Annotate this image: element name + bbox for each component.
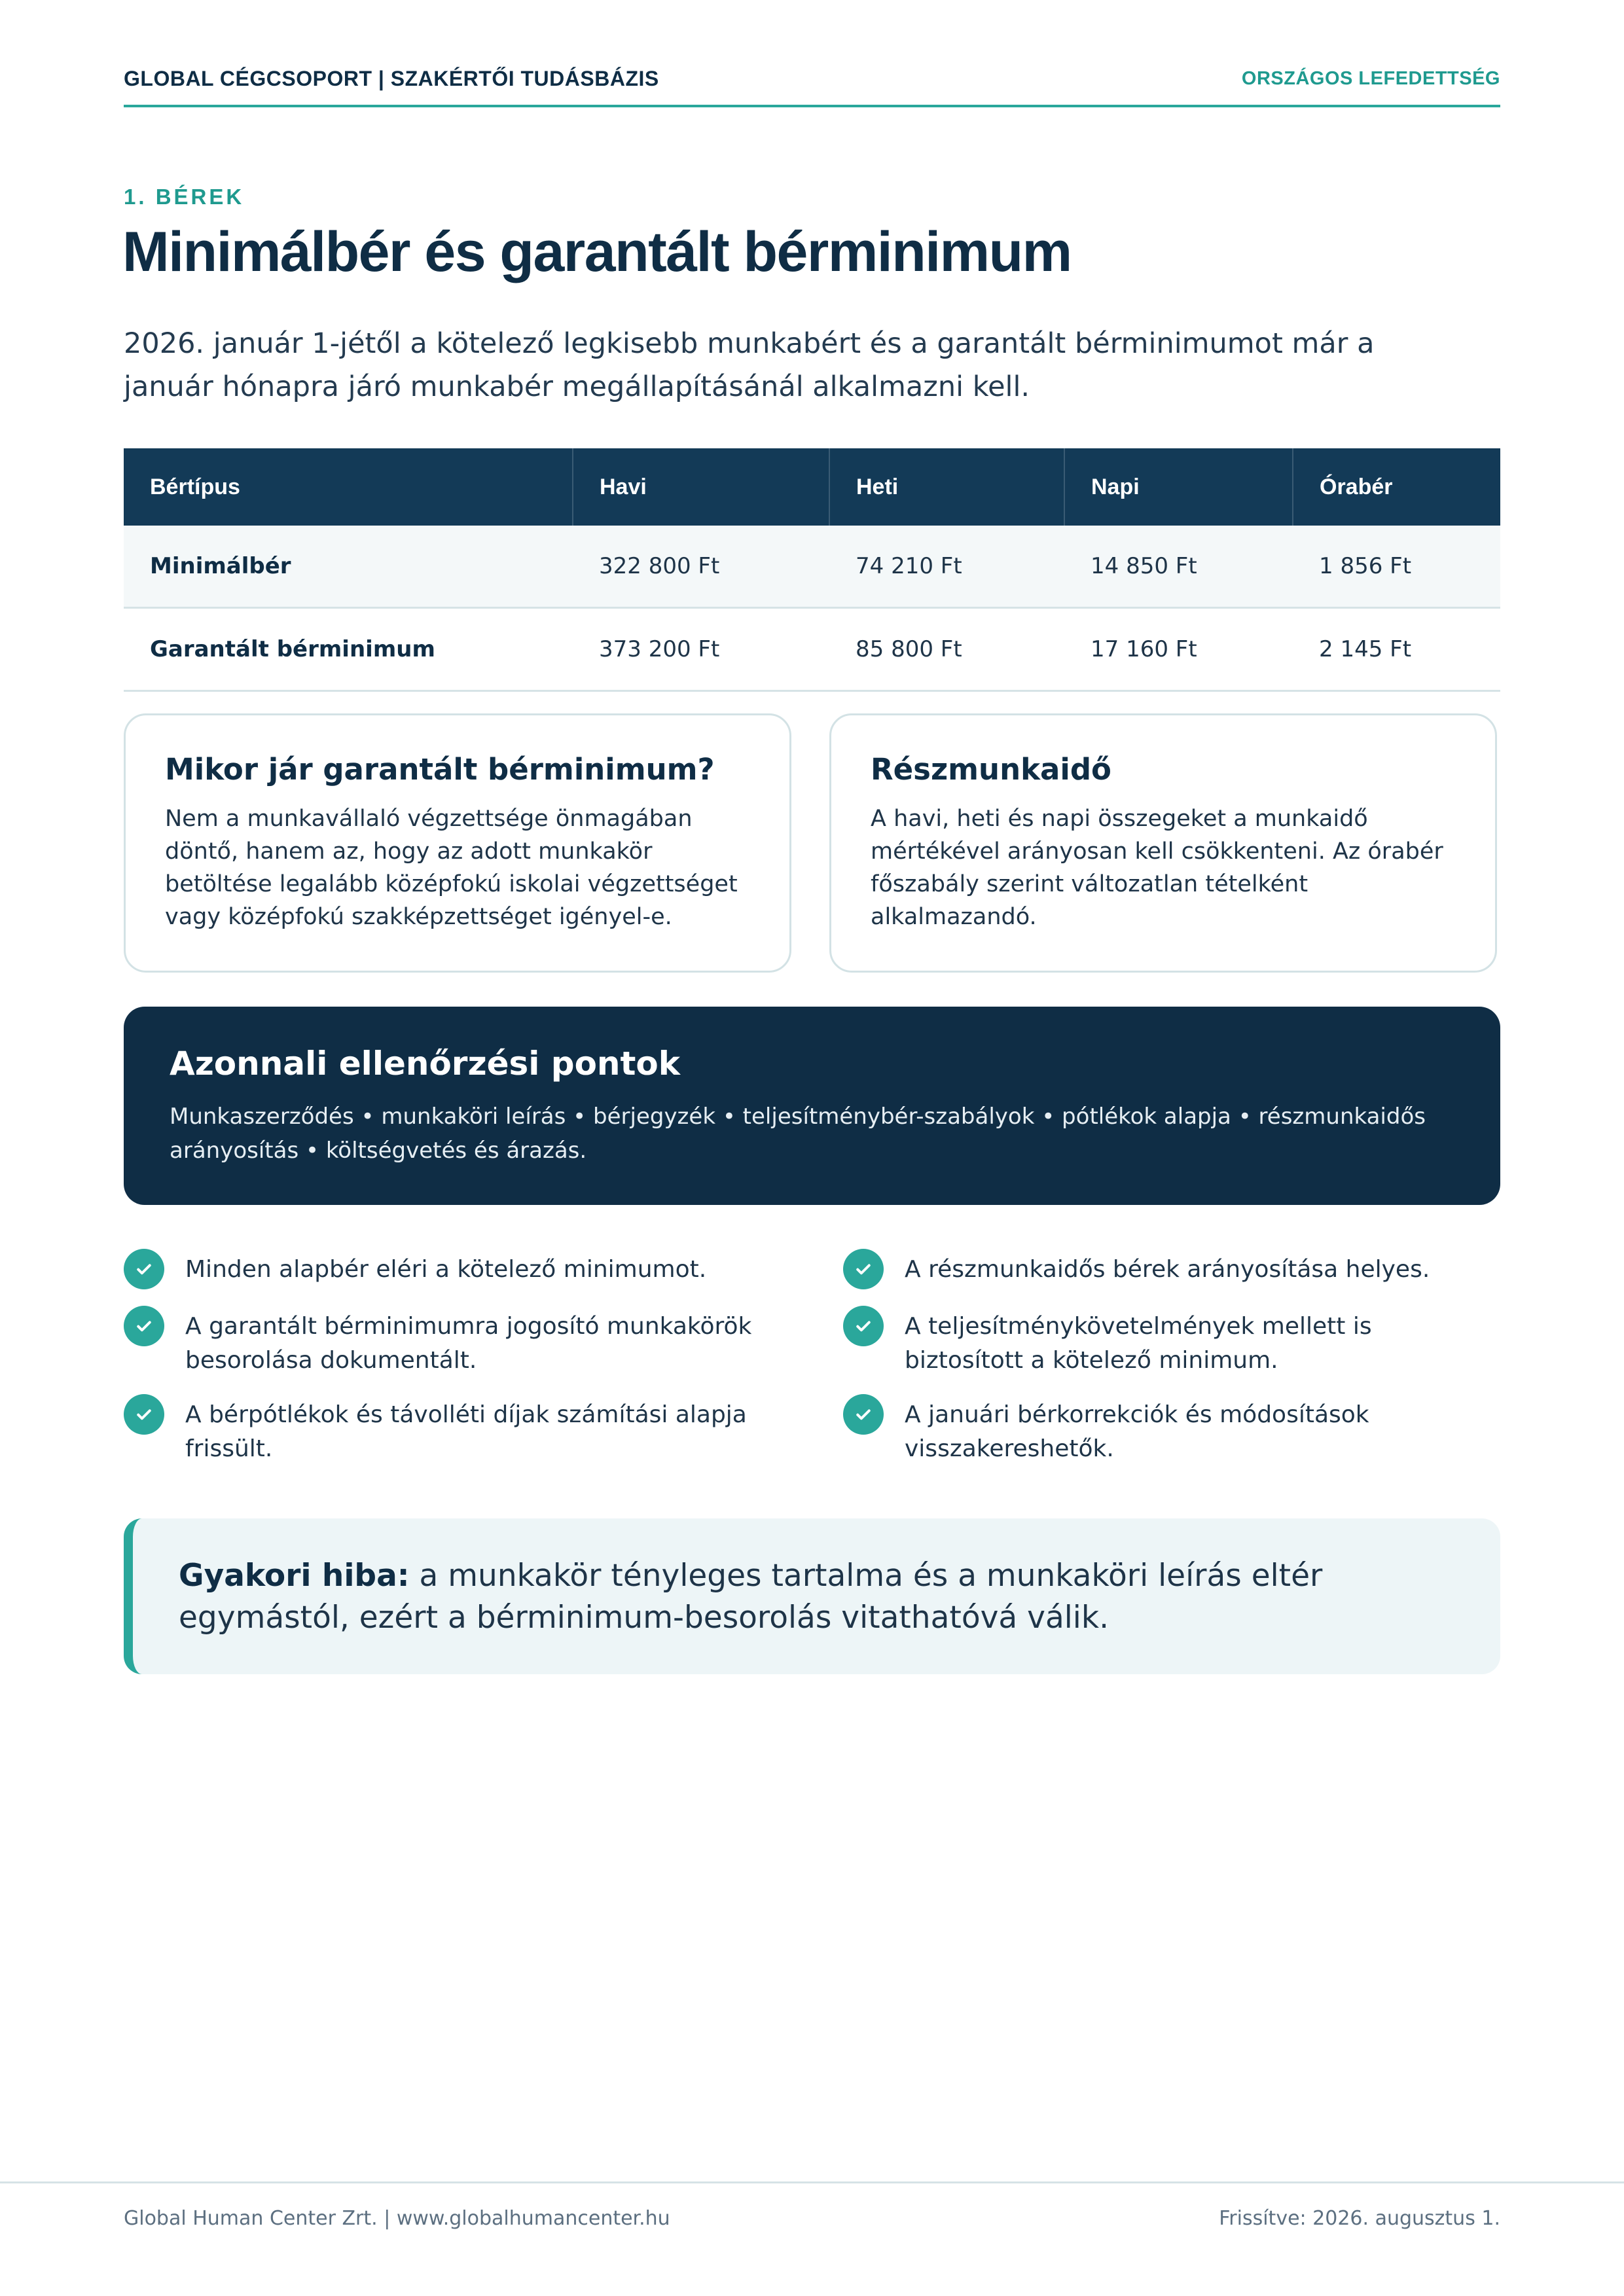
check-icon: [124, 1394, 164, 1435]
checklist-text: A részmunkaidős bérek arányosítása helyes.: [905, 1256, 1430, 1283]
daily-cell: 17 160 Ft: [1064, 608, 1293, 691]
hourly-cell: 1 856 Ft: [1293, 526, 1500, 608]
check-icon: [843, 1249, 884, 1289]
table-row: [124, 608, 1500, 691]
checklist-text: A januári bérkorrekciók és módosítások visszakereshetők.: [905, 1401, 1369, 1462]
callout-body: a munkakör tényleges tartalma és a munkaköri leírás eltér egymástól, ezért a bérminimum-besorolás vitathatóvá válik.: [179, 1558, 1323, 1636]
check-icon: [124, 1249, 164, 1289]
column-header-daily: Napi: [1064, 448, 1293, 526]
common-mistake-callout: [124, 1518, 1500, 1674]
wage-type-cell: Minimálbér: [124, 526, 573, 608]
monthly-cell: 322 800 Ft: [573, 526, 829, 608]
weekly-cell: 74 210 Ft: [829, 526, 1064, 608]
checklist-item: [124, 1398, 752, 1466]
check-icon: [843, 1306, 884, 1346]
checkpoints-text: Munkaszerződés • munkaköri leírás • bérjegyzék • teljesítménybér-szabályok • pótlékok alapja • részmunkaidős arányosítás • költségvetés és árazás.: [170, 1103, 1426, 1164]
page-title: Minimálbér és garantált bérminimum: [122, 221, 1072, 283]
check-icon: [124, 1306, 164, 1346]
table-row: [124, 526, 1500, 608]
column-header-hourly: Órabér: [1293, 448, 1500, 526]
wage-type-cell: Garantált bérminimum: [124, 608, 573, 691]
table-header-row: [124, 448, 1500, 526]
coverage-label: ORSZÁGOS LEFEDETTSÉG: [1241, 67, 1500, 89]
wage-table: [124, 448, 1500, 692]
section-label: 1. BÉREK: [124, 185, 245, 209]
card-text: A havi, heti és napi összegeket a munkaidő mértékével arányosan kell csökkenteni. Az órabér főszabály szerint változatlan tételként alkalmazandó.: [871, 806, 1443, 930]
check-icon: [843, 1394, 884, 1435]
intro-paragraph: 2026. január 1-jétől a kötelező legkisebb munkabért és a garantált bérminimumot már a január hónapra járó munkabér megállapításánál alkalmazni kell.: [124, 327, 1375, 403]
daily-cell: 14 850 Ft: [1064, 526, 1293, 608]
checklist-text: A teljesítménykövetelmények mellett is biztosított a kötelező minimum.: [905, 1313, 1372, 1374]
page-header: [124, 52, 1500, 107]
checklist-item: [124, 1253, 752, 1289]
weekly-cell: 85 800 Ft: [829, 608, 1064, 691]
hourly-cell: 2 145 Ft: [1293, 608, 1500, 691]
card-title: Mikor jár garantált bérminimum?: [165, 752, 715, 787]
checkpoints-title: Azonnali ellenőrzési pontok: [170, 1045, 681, 1083]
column-header-weekly: Heti: [829, 448, 1064, 526]
checklist-item: [843, 1253, 1471, 1289]
checklist-item: [843, 1310, 1471, 1378]
column-header-type: Bértípus: [124, 448, 573, 526]
footer-updated-date: Frissítve: 2026. augusztus 1.: [1219, 2207, 1500, 2230]
column-header-monthly: Havi: [573, 448, 829, 526]
page-footer: [0, 2181, 1624, 2262]
callout-label: Gyakori hiba:: [179, 1558, 410, 1594]
card-title: Részmunkaidő: [871, 752, 1111, 787]
checklist-text: Minden alapbér eléri a kötelező minimumot.: [185, 1256, 707, 1283]
card-text: Nem a munkavállaló végzettsége önmagában döntő, hanem az, hogy az adott munkakör betöltése legalább középfokú iskolai végzettséget vagy középfokú szakképzettséget igényel-e.: [165, 806, 738, 930]
info-card-part-time: [829, 713, 1497, 973]
checklist-text: A garantált bérminimumra jogosító munkakörök besorolása dokumentált.: [185, 1313, 752, 1374]
footer-company: Global Human Center Zrt. | www.globalhumancenter.hu: [124, 2207, 670, 2230]
info-card-guaranteed-minimum: [124, 713, 791, 973]
checkpoints-box: [124, 1007, 1500, 1205]
checklist-item: [124, 1310, 752, 1378]
checklist-item: [843, 1398, 1471, 1466]
checklist-text: A bérpótlékok és távolléti díjak számítási alapja frissült.: [185, 1401, 747, 1462]
brand-title: GLOBAL CÉGCSOPORT | SZAKÉRTŐI TUDÁSBÁZIS: [124, 66, 659, 90]
callout-text: [179, 1555, 1454, 1639]
monthly-cell: 373 200 Ft: [573, 608, 829, 691]
